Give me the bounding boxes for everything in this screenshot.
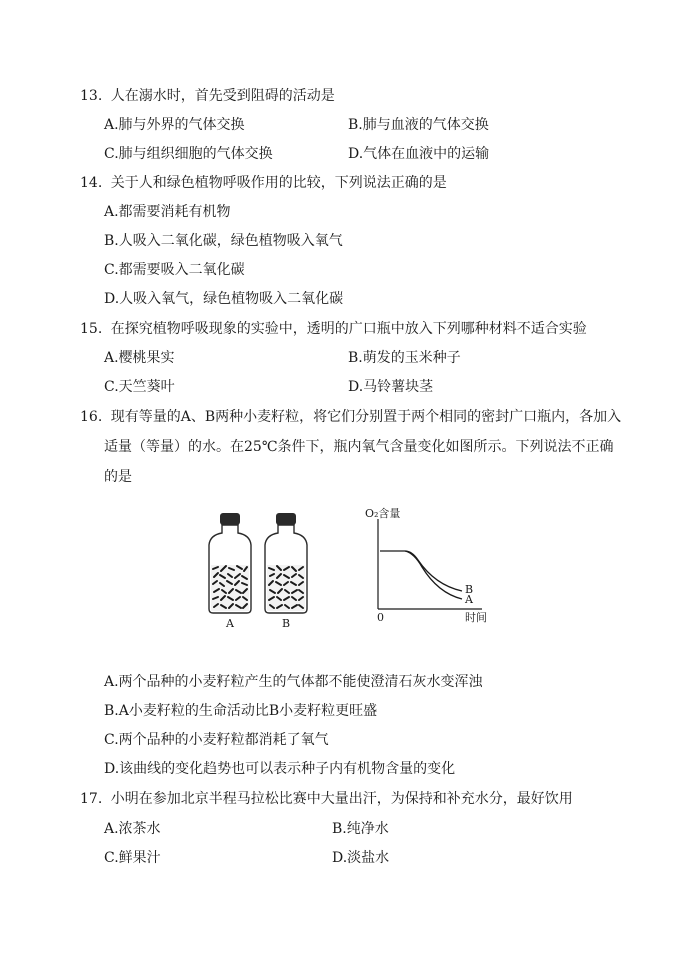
question-stem: 现有等量的A、B两种小麦籽粒，将它们分别置于两个相同的密封广口瓶内，各加入 (110, 409, 622, 425)
question-number: 16. (80, 409, 103, 425)
option-c: C.肺与组织细胞的气体交换 (104, 146, 273, 162)
option-d: D.该曲线的变化趋势也可以表示种子内有机物含量的变化 (104, 761, 456, 777)
option-b: B.萌发的玉米种子 (348, 350, 461, 366)
question-stem: 关于人和绿色植物呼吸作用的比较，下列说法正确的是 (110, 175, 447, 191)
option-a: A.肺与外界的气体交换 (104, 117, 245, 133)
option-c: C.天竺葵叶 (104, 379, 175, 395)
option-c: C.鲜果汁 (104, 850, 161, 866)
curve-label-a: A (465, 593, 473, 606)
question-stem: 在探究植物呼吸现象的实验中，透明的广口瓶中放入下列哪种材料不适合实验 (110, 321, 587, 337)
option-c: C.都需要吸入二氧化碳 (104, 262, 245, 278)
option-b: B.人吸入二氧化碳，绿色植物吸入氧气 (104, 233, 343, 249)
question-number: 15. (80, 321, 103, 337)
option-b: B.A小麦籽粒的生命活动比B小麦籽粒更旺盛 (104, 703, 378, 719)
question-stem: 人在溺水时，首先受到阻碍的活动是 (110, 88, 335, 104)
option-b: B.纯净水 (332, 821, 389, 837)
bottle-label-a: A (226, 617, 234, 630)
question-15-stem-line (80, 320, 587, 338)
question-14-stem-line (80, 174, 447, 192)
question-number: 17. (80, 791, 103, 807)
x-axis-label: 时间 (465, 611, 487, 624)
bottle-a (209, 513, 251, 613)
option-d: D.人吸入氧气，绿色植物吸入二氧化碳 (104, 291, 344, 307)
option-d: D.气体在血液中的运输 (348, 146, 490, 162)
y-axis-label: O₂含量 (365, 507, 401, 520)
option-a: A.两个品种的小麦籽粒产生的气体都不能使澄清石灰水变浑浊 (104, 674, 483, 690)
grain-fill-b (267, 565, 305, 611)
option-a: A.浓茶水 (104, 821, 161, 837)
question-number: 13. (80, 88, 103, 104)
question-number: 14. (80, 175, 103, 191)
option-c: C.两个品种的小麦籽粒都消耗了氧气 (104, 732, 329, 748)
question-stem: 小明在参加北京半程马拉松比赛中大量出汗，为保持和补充水分，最好饮用 (110, 791, 573, 807)
question-16-figure (200, 505, 510, 635)
curve-label-b: B (465, 583, 474, 596)
question-16-stem-line-1 (80, 408, 621, 426)
option-a: A.都需要消耗有机物 (104, 204, 231, 220)
grain-fill-a (211, 565, 249, 611)
option-b: B.肺与血液的气体交换 (348, 117, 489, 133)
question-16-stem-line-3: 的是 (104, 469, 132, 485)
option-d: D.马铃薯块茎 (348, 379, 434, 395)
origin-label: 0 (377, 611, 384, 624)
bottle-label-b: B (281, 617, 291, 630)
oxygen-graph (365, 506, 487, 624)
bottle-b (265, 513, 307, 613)
question-17-stem-line (80, 790, 573, 808)
option-d: D.淡盐水 (332, 850, 390, 866)
option-a: A.樱桃果实 (104, 350, 175, 366)
question-16-stem-line-2: 适量（等量）的水。在25℃条件下，瓶内氧气含量变化如图所示。下列说法不正确 (104, 439, 614, 455)
question-13-stem-line (80, 87, 335, 105)
curve-b (380, 551, 462, 591)
curve-a (405, 551, 462, 599)
